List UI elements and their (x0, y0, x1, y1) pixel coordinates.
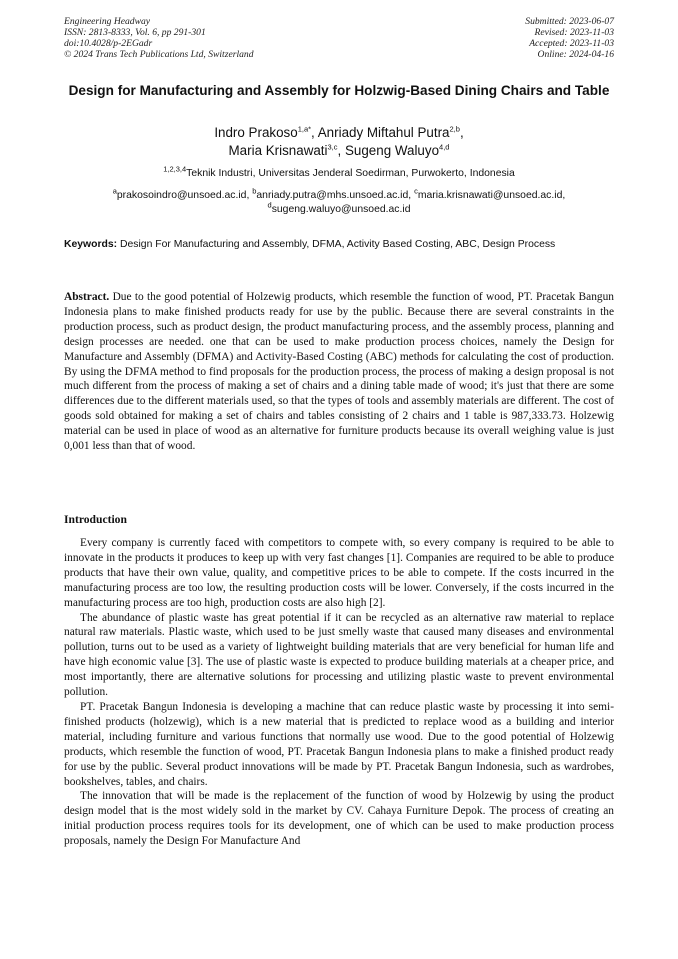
publication-dates (525, 16, 614, 60)
author-superscript: 3,c (327, 142, 338, 152)
email-superscript: d (267, 200, 272, 210)
copyright: © 2024 Trans Tech Publications Ltd, Switzerland (64, 49, 254, 60)
email-address: sugeng.waluyo@unsoed.ac.id (271, 204, 411, 215)
accepted-date: Accepted: 2023-11-03 (529, 38, 614, 49)
email-address: anriady.putra@mhs.unsoed.ac.id (256, 190, 409, 201)
journal-info (64, 16, 254, 60)
revised-date: Revised: 2023-11-03 (534, 27, 614, 38)
author-name: Sugeng Waluyo (344, 143, 440, 158)
email-separator: , (562, 190, 566, 201)
author-superscript: 2,b (449, 124, 460, 134)
author-separator: , (459, 125, 464, 140)
keywords-label: Keywords: (64, 239, 118, 250)
author-emails (64, 186, 614, 217)
introduction-body (64, 536, 614, 849)
affiliation-superscript: 1,2,3,4 (163, 164, 187, 174)
keywords-text: Design For Manufacturing and Assembly, DFMA, Activity Based Costing, ABC, Design Process (120, 239, 556, 250)
submitted-date: Submitted: 2023-06-07 (525, 16, 614, 27)
body-paragraph: The abundance of plastic waste has great potential if it can be recycled as an alternative raw material to replace natural raw materials. Plastic waste, which used to be just smelly waste that caused many diseases and environmental pollution, turns out to be used as a variety of lightweight building materials that are very beneficial for human life and have high economic value [3]. The use of plastic waste is expected to produce building materials at a cheaper price, and most importantly, there are alternative solutions for processing and utilizing plastic waste to prevent environmental pollution. (64, 611, 614, 699)
author-separator: , (311, 125, 318, 140)
author-separator: , (337, 143, 345, 158)
keywords (64, 238, 614, 251)
issn: ISSN: 2813-8333, Vol. 6, pp 291-301 (64, 27, 206, 38)
email-address: maria.krisnawati@unsoed.ac.id (417, 190, 563, 201)
online-date: Online: 2024-04-16 (537, 49, 614, 60)
author-name: Indro Prakoso (214, 125, 298, 140)
author-superscript: 1,a* (297, 124, 312, 134)
body-paragraph: PT. Pracetak Bangun Indonesia is developing a machine that can reduce plastic waste by processing it into semi-finished products (holzewig), which is a new material that is predicted to replace wood as a building and interior material, including furniture and various functions that normally use wood. Due to the good potential of Holzewig products, which resemble the function of wood, PT. Pracetak Bangun Indonesia plans to make a finished product ready for use by the public. Several product innovations will be made by PT. Pracetak Bangun Indonesia, such as wardrobes, bookshelves, tables, and chairs. (64, 700, 614, 788)
author-list (64, 124, 614, 160)
affiliation-text: Teknik Industri, Universitas Jenderal Soedirman, Purwokerto, Indonesia (186, 168, 515, 179)
email-superscript: a (112, 186, 117, 196)
body-paragraph: Every company is currently faced with competitors to compete with, so every company is required to be able to innovate in the products it produces to keep up with very fast changes [1]. Companies are required to be able to produce products that have their own value, quality, and competitive prices to be able to compete. If the costs incurred in the manufacturing process are too low, the resulting production costs will be lower. Conversely, if the costs incurred in the manufacturing process are too high, production costs are also high [2]. (64, 537, 614, 609)
journal-name: Engineering Headway (64, 16, 151, 27)
email-separator: , (408, 190, 415, 201)
body-paragraph: The innovation that will be made is the replacement of the function of wood by Holzewig by using the product design model that is the most widely sold in the market by CV. Cahaya Furniture Depok. The process of creating an initial production process requires tools for its development, one of which can be used to make production process proposals, namely the Design For Manufacture And (64, 790, 614, 848)
doi: doi:10.4028/p-2EGadr (64, 38, 153, 49)
abstract-text: Due to the good potential of Holzewig products, which resemble the function of wood, PT. Pracetak Bangun Indonesia plans to make finished products ready for use by the public. Because there are several constraints in the production process, such as product design, the product manufacturing process, and the assembly process, planning and design processes are needed. one that can be used to make production process choices, namely the Design for Manufacture and Assembly (DFMA) and Activity-Based Costing (ABC) methods for calculating the cost of production. By using the DFMA method to find proposals for the production process, the process of making a design proposal is not much different from the process of making a set of chairs and a dining table made of wood; it's just that there are some differences due to the different materials used, so that the types of tools and assembly materials are different. The cost of goods sold obtained for making a set of chairs and tables consisting of 2 chairs and 1 table is 987,333.73. Holzewig material can be used in place of wood as an alternative for furniture products because its overall weighing value is just 0,001 less than that of wood. (64, 291, 614, 453)
email-superscript: c (414, 186, 418, 196)
paper-title: Design for Manufacturing and Assembly for Holzwig-Based Dining Chairs and Table (68, 83, 610, 98)
author-name: Anriady Miftahul Putra (317, 125, 450, 140)
email-address: prakosoindro@unsoed.ac.id (116, 190, 247, 201)
email-superscript: b (252, 186, 257, 196)
affiliation (64, 164, 614, 180)
abstract-label: Abstract. (64, 291, 110, 303)
abstract (64, 290, 614, 454)
email-separator: , (246, 190, 253, 201)
author-name: Maria Krisnawati (228, 143, 328, 158)
author-superscript: 4,d (439, 142, 450, 152)
section-heading-introduction: Introduction (64, 513, 127, 526)
